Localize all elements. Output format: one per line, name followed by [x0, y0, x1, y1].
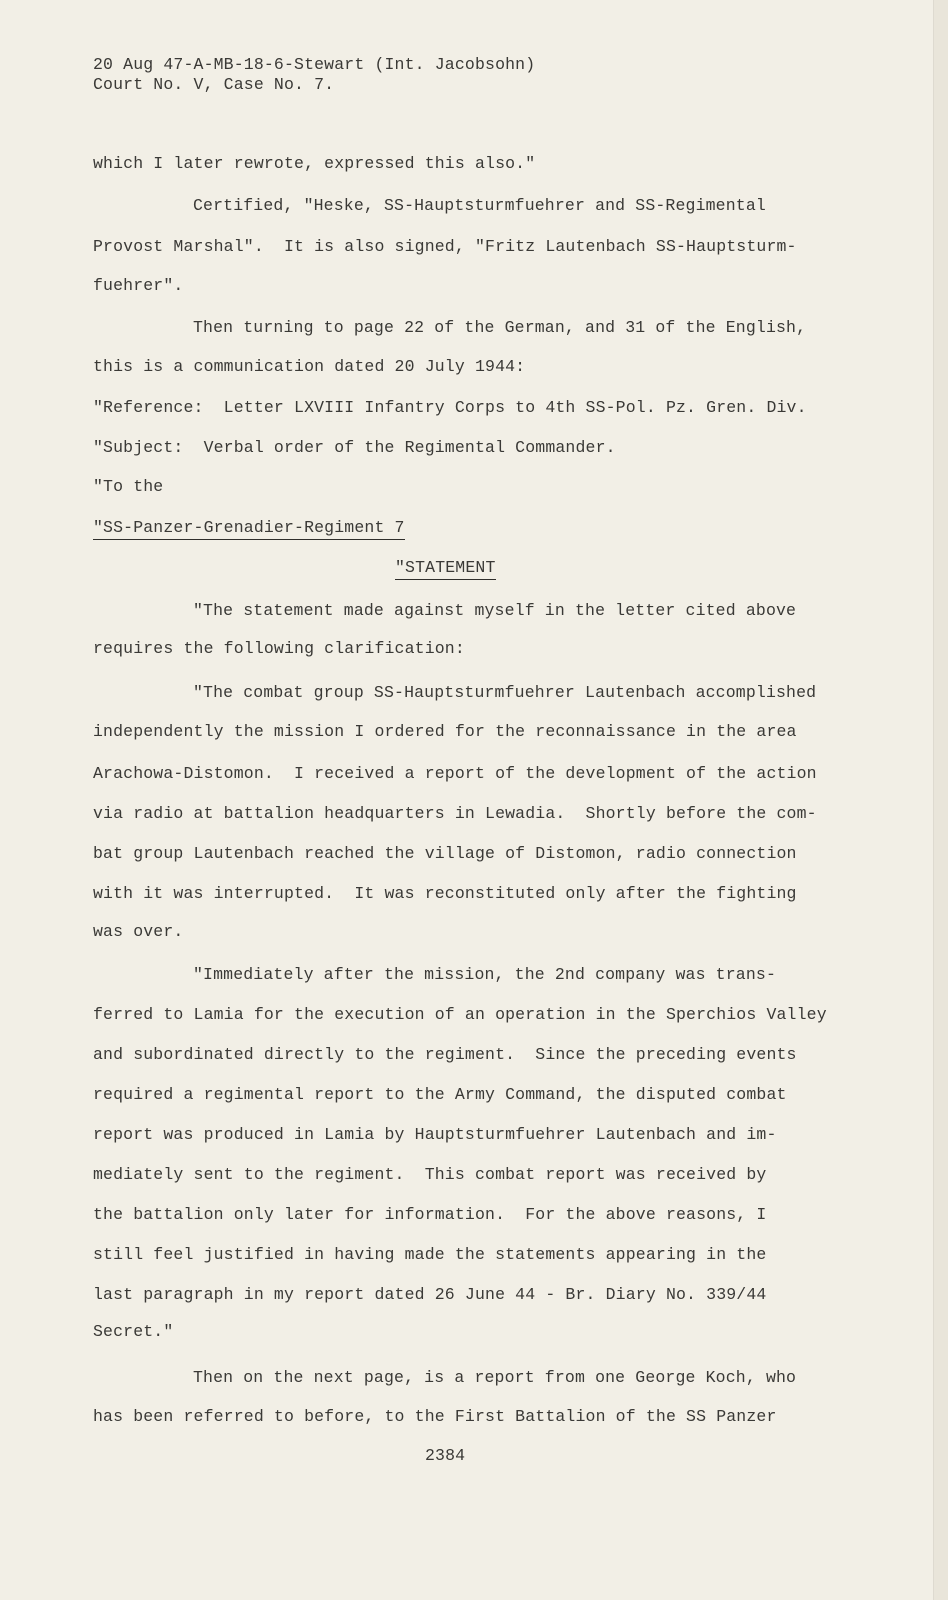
text-line: "The statement made against myself in the letter cited above: [193, 601, 797, 620]
text-line: via radio at battalion headquarters in Lewadia. Shortly before the com-: [93, 804, 817, 823]
text-line: Secret.": [93, 1322, 174, 1341]
text-line: was over.: [93, 922, 184, 941]
text-line: Certified, "Heske, SS-Hauptsturmfuehrer and SS-Regimental: [193, 196, 766, 215]
addressee-underlined: "SS-Panzer-Grenadier-Regiment 7: [93, 518, 405, 540]
text-line: still feel justified in having made the statements appearing in the: [93, 1245, 767, 1264]
text-line: report was produced in Lamia by Hauptsturmfuehrer Lautenbach and im-: [93, 1125, 777, 1144]
text-line: Arachowa-Distomon. I received a report of the development of the action: [93, 764, 817, 783]
header-line-2: Court No. V, Case No. 7.: [93, 75, 335, 94]
text-line: mediately sent to the regiment. This combat report was received by: [93, 1165, 767, 1184]
statement-heading: [395, 558, 496, 578]
text-line: has been referred to before, to the First Battalion of the SS Panzer: [93, 1407, 777, 1426]
text-line: with it was interrupted. It was reconstituted only after the fighting: [93, 884, 797, 903]
text-line: which I later rewrote, expressed this also.": [93, 154, 536, 173]
text-line: independently the mission I ordered for the reconnaissance in the area: [93, 722, 797, 741]
text-line: "To the: [93, 477, 164, 496]
statement-heading-text: "STATEMENT: [395, 558, 496, 580]
text-line: this is a communication dated 20 July 1944:: [93, 357, 526, 376]
text-line: ferred to Lamia for the execution of an operation in the Sperchios Valley: [93, 1005, 827, 1024]
text-line: last paragraph in my report dated 26 June 44 - Br. Diary No. 339/44: [93, 1285, 767, 1304]
header-line-1: 20 Aug 47-A-MB-18-6-Stewart (Int. Jacobsohn): [93, 55, 536, 74]
text-line: "Reference: Letter LXVIII Infantry Corps to 4th SS-Pol. Pz. Gren. Div.: [93, 398, 807, 417]
text-line: Then turning to page 22 of the German, and 31 of the English,: [193, 318, 807, 337]
page-number: 2384: [425, 1446, 466, 1465]
text-line: Then on the next page, is a report from one George Koch, who: [193, 1368, 797, 1387]
text-line: Provost Marshal". It is also signed, "Fritz Lautenbach SS-Hauptsturm-: [93, 237, 797, 256]
text-line: bat group Lautenbach reached the village of Distomon, radio connection: [93, 844, 797, 863]
text-line: "Subject: Verbal order of the Regimental Commander.: [93, 438, 616, 457]
text-line: required a regimental report to the Army Command, the disputed combat: [93, 1085, 787, 1104]
text-line: "Immediately after the mission, the 2nd company was trans-: [193, 965, 776, 984]
text-line: "The combat group SS-Hauptsturmfuehrer Lautenbach accomplished: [193, 683, 817, 702]
addressee-line: [93, 518, 405, 538]
text-line: the battalion only later for information. For the above reasons, I: [93, 1205, 767, 1224]
text-line: and subordinated directly to the regiment. Since the preceding events: [93, 1045, 797, 1064]
text-line: fuehrer".: [93, 276, 184, 295]
page-edge: [933, 0, 948, 1600]
text-line: requires the following clarification:: [93, 639, 465, 658]
